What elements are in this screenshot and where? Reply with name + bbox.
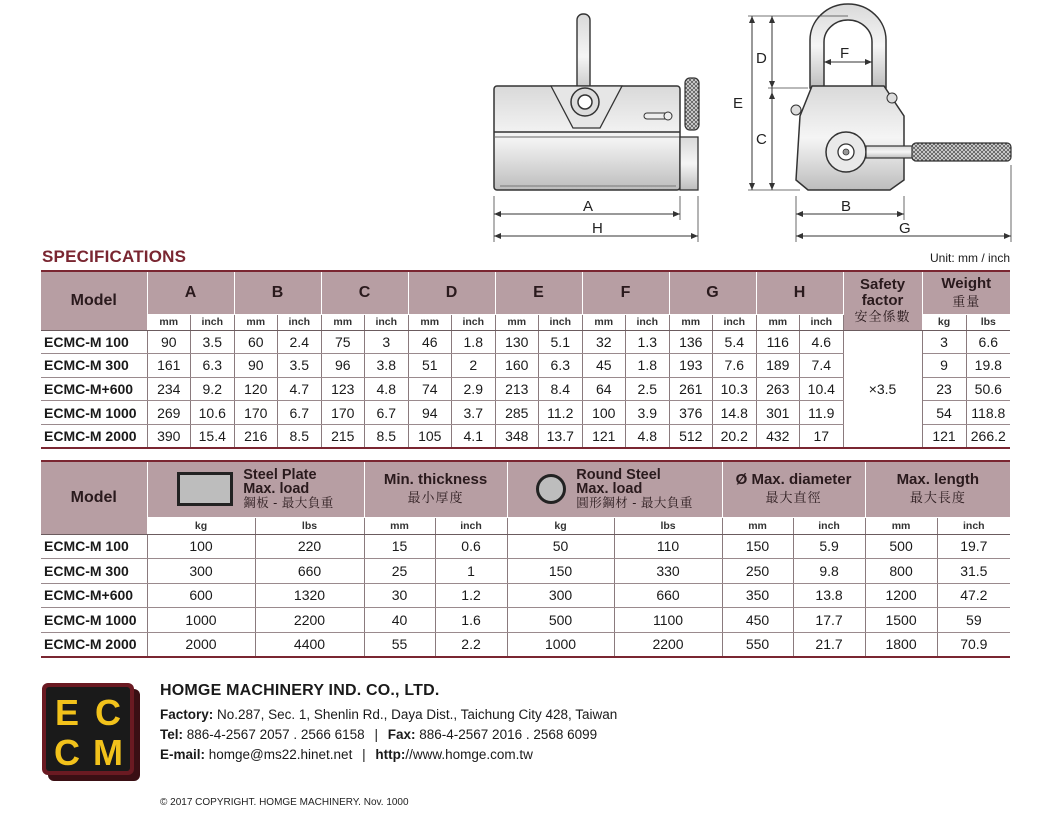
table-row xyxy=(41,583,1010,608)
value-cell: 512 xyxy=(669,424,713,448)
value-cell: 15.4 xyxy=(191,424,235,448)
factory-value: No.287, Sec. 1, Shenlin Rd., Daya Dist., Taichung City 428, Taiwan xyxy=(217,707,618,722)
value-cell: 330 xyxy=(614,559,722,584)
model-cell: ECMC-M 2000 xyxy=(41,632,147,657)
value-cell: 19.7 xyxy=(937,534,1010,559)
factory-label: Factory: xyxy=(160,707,214,722)
value-cell: 6.3 xyxy=(539,354,583,378)
unit-kg: kg xyxy=(922,314,966,330)
value-cell: 30 xyxy=(364,583,435,608)
value-cell: 75 xyxy=(321,330,365,354)
value-cell: 123 xyxy=(321,377,365,401)
value-cell: 350 xyxy=(722,583,793,608)
weight-lbs-cell: 266.2 xyxy=(966,424,1010,448)
value-cell: 0.6 xyxy=(435,534,507,559)
logo-letter-e: E xyxy=(54,692,80,733)
unit-mm: mm xyxy=(321,314,365,330)
value-cell: 1200 xyxy=(865,583,937,608)
side-view xyxy=(733,4,1011,242)
steel-plate-zh: 鋼板 - 最大負重 xyxy=(243,496,334,511)
max-length-zh: 最大長度 xyxy=(909,490,966,506)
model-cell: ECMC-M 100 xyxy=(41,534,147,559)
model-cell: ECMC-M 1000 xyxy=(41,401,147,425)
value-cell: 263 xyxy=(756,377,800,401)
value-cell: 31.5 xyxy=(937,559,1010,584)
unit-mm: mm xyxy=(495,314,539,330)
round-steel-header xyxy=(507,461,722,517)
unit-mm: mm xyxy=(669,314,713,330)
steel-plate-header xyxy=(147,461,364,517)
weight-kg-cell: 3 xyxy=(922,330,966,354)
model-cell: ECMC-M 300 xyxy=(41,559,147,584)
eccm-logo xyxy=(42,683,142,783)
value-cell: 2 xyxy=(452,354,496,378)
min-thickness-zh: 最小厚度 xyxy=(407,490,464,506)
value-cell: 9.2 xyxy=(191,377,235,401)
weight-lbs-cell: 50.6 xyxy=(966,377,1010,401)
weight-kg-cell: 121 xyxy=(922,424,966,448)
value-cell: 59 xyxy=(937,608,1010,633)
value-cell: 193 xyxy=(669,354,713,378)
load-table xyxy=(41,460,1010,658)
value-cell: 234 xyxy=(147,377,191,401)
dim-h-label: H xyxy=(592,220,603,237)
value-cell: 10.4 xyxy=(800,377,844,401)
value-cell: 300 xyxy=(147,559,255,584)
table-row xyxy=(41,632,1010,657)
max-diameter-title: Ø Max. diameter xyxy=(735,471,852,489)
value-cell: 51 xyxy=(408,354,452,378)
value-cell: 5.1 xyxy=(539,330,583,354)
value-cell: 1.8 xyxy=(452,330,496,354)
unit-inch: inch xyxy=(191,314,235,330)
company-name: HOMGE MACHINERY IND. CO., LTD. xyxy=(160,682,440,699)
value-cell: 32 xyxy=(582,330,626,354)
value-cell: 3.8 xyxy=(365,354,409,378)
value-cell: 550 xyxy=(722,632,793,657)
model-header: Model xyxy=(41,271,147,330)
table-row xyxy=(41,559,1010,584)
model-cell: ECMC-M+600 xyxy=(41,583,147,608)
value-cell: 136 xyxy=(669,330,713,354)
value-cell: 116 xyxy=(756,330,800,354)
col-group-a: A xyxy=(147,271,234,314)
unit-mm: mm xyxy=(147,314,191,330)
weight-kg-cell: 54 xyxy=(922,401,966,425)
value-cell: 64 xyxy=(582,377,626,401)
value-cell: 55 xyxy=(364,632,435,657)
value-cell: 4.6 xyxy=(800,330,844,354)
unit-inch: inch xyxy=(800,314,844,330)
value-cell: 500 xyxy=(865,534,937,559)
unit-inch: inch xyxy=(452,314,496,330)
value-cell: 213 xyxy=(495,377,539,401)
contact-line xyxy=(160,747,533,762)
value-cell: 120 xyxy=(234,377,278,401)
logo-letter-c1: C xyxy=(95,692,121,733)
value-cell: 13.7 xyxy=(539,424,583,448)
value-cell: 300 xyxy=(507,583,614,608)
unit-inch: inch xyxy=(435,517,507,534)
value-cell: 215 xyxy=(321,424,365,448)
value-cell: 161 xyxy=(147,354,191,378)
unit-mm: mm xyxy=(364,517,435,534)
value-cell: 45 xyxy=(582,354,626,378)
unit-lbs: lbs xyxy=(614,517,722,534)
web-label: http: xyxy=(375,747,406,762)
value-cell: 121 xyxy=(582,424,626,448)
round-steel-zh: 圓形鋼材 - 最大負重 xyxy=(576,496,693,511)
value-cell: 3 xyxy=(365,330,409,354)
value-cell: 11.2 xyxy=(539,401,583,425)
unit-inch: inch xyxy=(539,314,583,330)
email-label: E-mail: xyxy=(160,747,206,762)
col-group-d: D xyxy=(408,271,495,314)
value-cell: 15 xyxy=(364,534,435,559)
value-cell: 3.7 xyxy=(452,401,496,425)
value-cell: 1.2 xyxy=(435,583,507,608)
unit-mm: mm xyxy=(756,314,800,330)
value-cell: 110 xyxy=(614,534,722,559)
value-cell: 376 xyxy=(669,401,713,425)
value-cell: 432 xyxy=(756,424,800,448)
value-cell: 800 xyxy=(865,559,937,584)
value-cell: 2200 xyxy=(614,632,722,657)
round-steel-line2: Max. load xyxy=(576,481,643,498)
dimension-table xyxy=(41,270,1010,449)
value-cell: 1100 xyxy=(614,608,722,633)
value-cell: 21.7 xyxy=(793,632,865,657)
value-cell: 1.3 xyxy=(626,330,670,354)
value-cell: 50 xyxy=(507,534,614,559)
max-length-header xyxy=(865,461,1010,517)
table-row xyxy=(41,534,1010,559)
value-cell: 96 xyxy=(321,354,365,378)
model-cell: ECMC-M 300 xyxy=(41,354,147,378)
value-cell: 390 xyxy=(147,424,191,448)
value-cell: 90 xyxy=(147,330,191,354)
value-cell: 285 xyxy=(495,401,539,425)
value-cell: 90 xyxy=(234,354,278,378)
max-diameter-zh: 最大直徑 xyxy=(765,490,822,506)
model-cell: ECMC-M 2000 xyxy=(41,424,147,448)
unit-mm: mm xyxy=(408,314,452,330)
value-cell: 10.3 xyxy=(713,377,757,401)
round-steel-icon xyxy=(536,474,566,504)
value-cell: 660 xyxy=(255,559,364,584)
col-group-c: C xyxy=(321,271,408,314)
tel-label: Tel: xyxy=(160,727,183,742)
value-cell: 105 xyxy=(408,424,452,448)
min-thickness-header xyxy=(364,461,507,517)
value-cell: 94 xyxy=(408,401,452,425)
dim-d-label: D xyxy=(756,50,767,67)
unit-note: Unit: mm / inch xyxy=(929,251,1010,265)
unit-inch: inch xyxy=(713,314,757,330)
weight-kg-cell: 23 xyxy=(922,377,966,401)
value-cell: 660 xyxy=(614,583,722,608)
unit-inch: inch xyxy=(793,517,865,534)
value-cell: 2.9 xyxy=(452,377,496,401)
value-cell: 1000 xyxy=(507,632,614,657)
copyright-note: © 2017 COPYRIGHT. HOMGE MACHINERY. Nov. 1000 xyxy=(160,797,409,808)
value-cell: 7.4 xyxy=(800,354,844,378)
logo-letter-m: M xyxy=(93,732,123,773)
steel-plate-line1: Steel Plate xyxy=(243,467,317,484)
value-cell: 170 xyxy=(321,401,365,425)
value-cell: 1500 xyxy=(865,608,937,633)
unit-kg: kg xyxy=(147,517,255,534)
value-cell: 4.8 xyxy=(626,424,670,448)
unit-mm: mm xyxy=(234,314,278,330)
unit-inch: inch xyxy=(626,314,670,330)
value-cell: 348 xyxy=(495,424,539,448)
col-group-b: B xyxy=(234,271,321,314)
value-cell: 4.7 xyxy=(278,377,322,401)
col-group-g: G xyxy=(669,271,756,314)
value-cell: 70.9 xyxy=(937,632,1010,657)
max-length-title: Max. length xyxy=(896,471,980,489)
table-row xyxy=(41,330,1010,354)
value-cell: 46 xyxy=(408,330,452,354)
value-cell: 3.5 xyxy=(278,354,322,378)
unit-inch: inch xyxy=(365,314,409,330)
unit-row xyxy=(41,517,1010,534)
value-cell: 1000 xyxy=(147,608,255,633)
email-value[interactable]: homge@ms22.hinet.net xyxy=(208,747,353,762)
value-cell: 8.5 xyxy=(278,424,322,448)
value-cell: 5.9 xyxy=(793,534,865,559)
value-cell: 1.6 xyxy=(435,608,507,633)
specifications-heading: SPECIFICATIONS xyxy=(42,247,187,266)
value-cell: 7.6 xyxy=(713,354,757,378)
value-cell: 2.4 xyxy=(278,330,322,354)
dim-b-label: B xyxy=(841,198,852,215)
weight-lbs-cell: 19.8 xyxy=(966,354,1010,378)
model-cell: ECMC-M+600 xyxy=(41,377,147,401)
safety-factor-title: Safety factor xyxy=(860,275,906,309)
dim-e-label: E xyxy=(733,95,744,112)
value-cell: 250 xyxy=(722,559,793,584)
value-cell: 60 xyxy=(234,330,278,354)
factory-address xyxy=(160,707,617,722)
value-cell: 10.6 xyxy=(191,401,235,425)
steel-plate-icon xyxy=(177,472,233,506)
value-cell: 2.2 xyxy=(435,632,507,657)
safety-factor-zh: 安全係數 xyxy=(854,308,911,324)
value-cell: 1320 xyxy=(255,583,364,608)
weight-header xyxy=(922,271,1010,314)
value-cell: 2.5 xyxy=(626,377,670,401)
value-cell: 170 xyxy=(234,401,278,425)
unit-lbs: lbs xyxy=(255,517,364,534)
unit-inch: inch xyxy=(937,517,1010,534)
value-cell: 4.1 xyxy=(452,424,496,448)
value-cell: 25 xyxy=(364,559,435,584)
dim-c-label: C xyxy=(756,131,767,148)
unit-mm: mm xyxy=(722,517,793,534)
fax-value: 886-4-2567 2016 . 2568 6099 xyxy=(419,727,598,742)
unit-kg: kg xyxy=(507,517,614,534)
value-cell: 150 xyxy=(722,534,793,559)
value-cell: 100 xyxy=(582,401,626,425)
value-cell: 301 xyxy=(756,401,800,425)
value-cell: 500 xyxy=(507,608,614,633)
value-cell: 189 xyxy=(756,354,800,378)
model-cell: ECMC-M 100 xyxy=(41,330,147,354)
weight-title: Weight xyxy=(941,274,992,292)
separator: | xyxy=(374,727,378,742)
phone-line xyxy=(160,727,597,742)
value-cell: 13.8 xyxy=(793,583,865,608)
value-cell: 3.9 xyxy=(626,401,670,425)
web-value[interactable]: //www.homge.com.tw xyxy=(405,747,533,762)
fax-label: Fax: xyxy=(387,727,416,742)
value-cell: 1 xyxy=(435,559,507,584)
value-cell: 4.8 xyxy=(365,377,409,401)
value-cell: 17.7 xyxy=(793,608,865,633)
value-cell: 3.5 xyxy=(191,330,235,354)
value-cell: 216 xyxy=(234,424,278,448)
value-cell: 2200 xyxy=(255,608,364,633)
value-cell: 8.5 xyxy=(365,424,409,448)
value-cell: 160 xyxy=(495,354,539,378)
safety-factor-value: ×3.5 xyxy=(843,330,922,448)
unit-inch: inch xyxy=(278,314,322,330)
steel-plate-line2: Max. load xyxy=(243,481,310,498)
value-cell: 5.4 xyxy=(713,330,757,354)
dim-g-label: G xyxy=(899,220,911,237)
model-header: Model xyxy=(41,461,147,534)
weight-lbs-cell: 118.8 xyxy=(966,401,1010,425)
value-cell: 269 xyxy=(147,401,191,425)
value-cell: 14.8 xyxy=(713,401,757,425)
value-cell: 6.3 xyxy=(191,354,235,378)
col-group-e: E xyxy=(495,271,582,314)
table-row xyxy=(41,608,1010,633)
col-group-f: F xyxy=(582,271,669,314)
value-cell: 1800 xyxy=(865,632,937,657)
col-group-h: H xyxy=(756,271,843,314)
value-cell: 6.7 xyxy=(365,401,409,425)
separator: | xyxy=(362,747,366,762)
value-cell: 20.2 xyxy=(713,424,757,448)
max-diameter-header xyxy=(722,461,865,517)
dim-f-label: F xyxy=(840,45,850,62)
weight-kg-cell: 9 xyxy=(922,354,966,378)
model-cell: ECMC-M 1000 xyxy=(41,608,147,633)
dim-a-label: A xyxy=(583,198,594,215)
value-cell: 9.8 xyxy=(793,559,865,584)
value-cell: 100 xyxy=(147,534,255,559)
value-cell: 74 xyxy=(408,377,452,401)
value-cell: 220 xyxy=(255,534,364,559)
unit-mm: mm xyxy=(582,314,626,330)
value-cell: 600 xyxy=(147,583,255,608)
product-drawings xyxy=(0,0,1062,250)
value-cell: 17 xyxy=(800,424,844,448)
logo-letter-c2: C xyxy=(54,732,80,773)
value-cell: 150 xyxy=(507,559,614,584)
front-view xyxy=(494,14,699,242)
unit-mm: mm xyxy=(865,517,937,534)
round-steel-line1: Round Steel xyxy=(576,467,661,484)
weight-lbs-cell: 6.6 xyxy=(966,330,1010,354)
min-thickness-title: Min. thickness xyxy=(383,471,488,489)
value-cell: 1.8 xyxy=(626,354,670,378)
value-cell: 47.2 xyxy=(937,583,1010,608)
value-cell: 6.7 xyxy=(278,401,322,425)
value-cell: 2000 xyxy=(147,632,255,657)
unit-lbs: lbs xyxy=(966,314,1010,330)
tel-value: 886-4-2567 2057 . 2566 6158 xyxy=(186,727,365,742)
weight-zh: 重量 xyxy=(952,293,981,309)
safety-factor-header xyxy=(843,271,922,330)
value-cell: 8.4 xyxy=(539,377,583,401)
value-cell: 11.9 xyxy=(800,401,844,425)
value-cell: 450 xyxy=(722,608,793,633)
value-cell: 261 xyxy=(669,377,713,401)
value-cell: 4400 xyxy=(255,632,364,657)
value-cell: 40 xyxy=(364,608,435,633)
value-cell: 130 xyxy=(495,330,539,354)
